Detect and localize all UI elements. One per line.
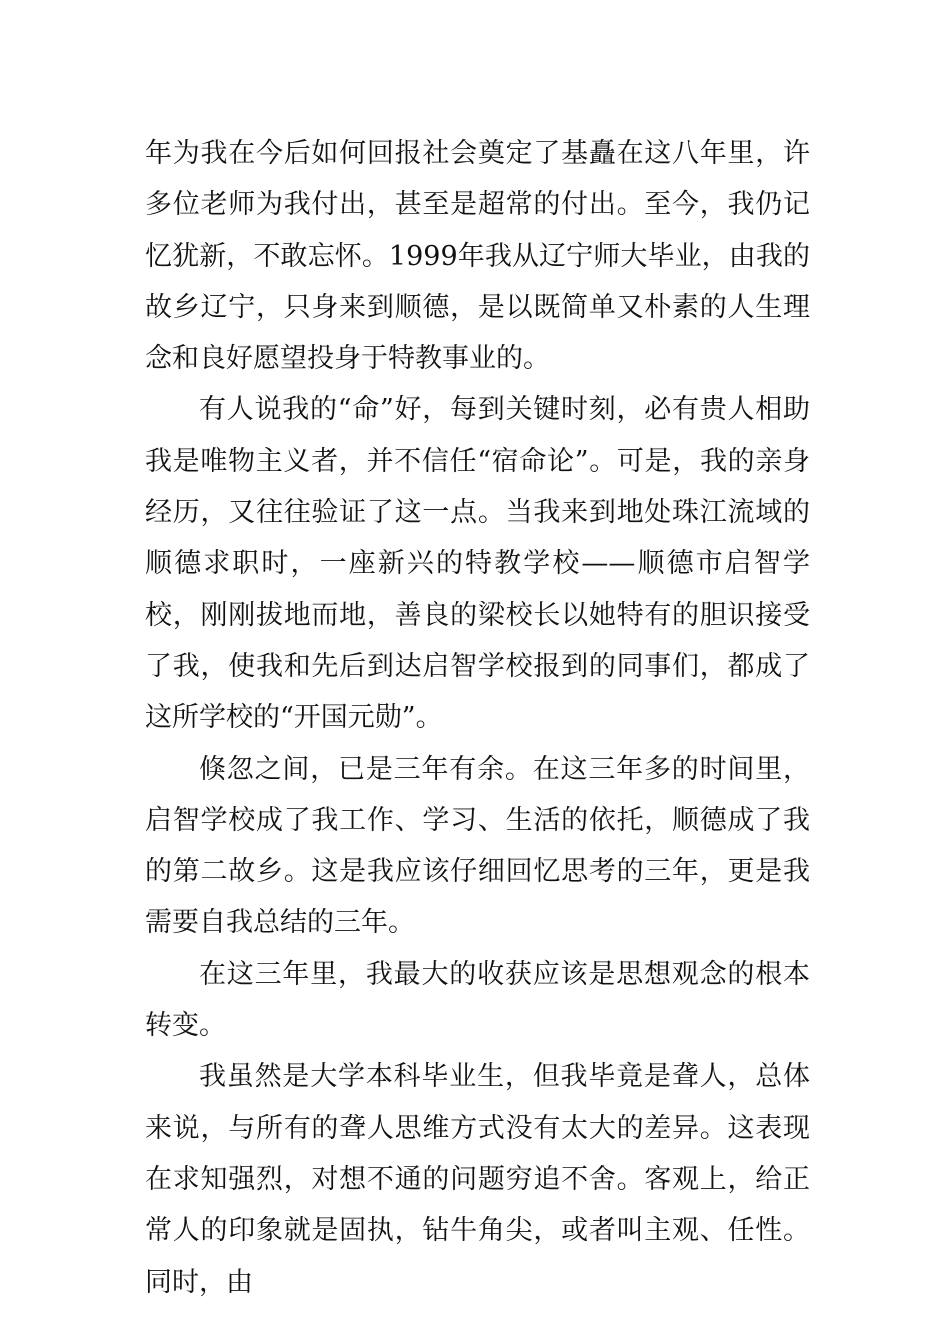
paragraph-3: 倏忽之间，已是三年有余。在这三年多的时间里，启智学校成了我工作、学习、生活的依托，顺德成了我的第二故乡。这是我应该仔细回忆思考的三年，更是我需要自我总结的三年。 [145,753,810,939]
paragraph-5: 我虽然是大学本科毕业生，但我毕竟是聋人，总体来说，与所有的聋人思维方式没有太大的差异。这表现在求知强烈，对想不通的问题穷追不舍。客观上，给正常人的印象就是固执，钻牛角尖，或者叫主观、任性。同时，由 [145,1061,810,1298]
paragraph-4: 在这三年里，我最大的收获应该是思想观念的根本转变。 [145,958,810,1042]
paragraph-1: 年为我在今后如何回报社会奠定了基矗在这八年里，许多位老师为我付出，甚至是超常的付出。至今，我仍记忆犹新，不敢忘怀。1999年我从辽宁师大毕业，由我的故乡辽宁，只身来到顺德，是以既简单又朴素的人生理念和良好愿望投身于特教事业的。 [145,138,810,375]
paragraph-2: 有人说我的“命”好，每到关键时刻，必有贵人相助我是唯物主义者，并不信任“宿命论”。可是，我的亲身经历，又往往验证了这一点。当我来到地处珠江流域的顺德求职时，一座新兴的特教学校——顺德市启智学校，刚刚拔地而地，善良的梁校长以她特有的胆识接受了我，使我和先后到达启智学校报到的同事们，都成了这所学校的“开国元勋”。 [145,394,810,734]
document-body [145,128,810,1308]
